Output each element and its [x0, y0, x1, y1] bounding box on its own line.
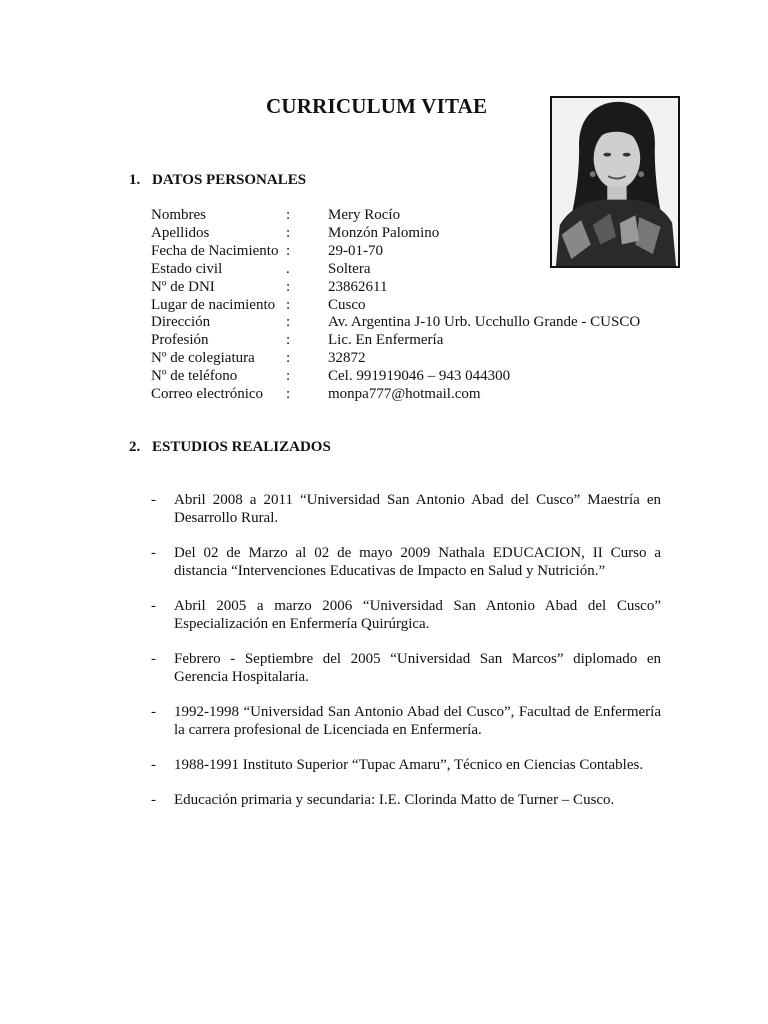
studies-list — [151, 491, 661, 826]
field-label: Nº de colegiatura — [151, 350, 255, 367]
section-heading-personal — [129, 172, 306, 189]
bullet-dash: - — [151, 757, 156, 773]
list-item — [151, 544, 661, 580]
field-value: Av. Argentina J-10 Urb. Ucchullo Grande - CUSCO — [328, 314, 641, 331]
section-title: DATOS PERSONALES — [152, 172, 307, 188]
field-label: Profesión — [151, 332, 209, 349]
personal-data-table — [151, 207, 640, 404]
field-separator: . — [286, 260, 290, 277]
field-value: Cel. 991919046 – 943 044300 — [328, 368, 511, 385]
study-text: Febrero - Septiembre del 2005 “Universidad San Marcos” diplomado en Gerencia Hospitalaria. — [174, 651, 661, 685]
field-label: Nº de DNI — [151, 278, 215, 295]
email-value: monpa777@hotmail.com — [328, 386, 481, 403]
field-label: Nombres — [151, 207, 206, 223]
table-row — [151, 350, 640, 368]
field-value: Soltera — [328, 260, 371, 277]
field-label: Nº de teléfono — [151, 368, 238, 385]
table-row — [151, 314, 640, 332]
list-item — [151, 791, 661, 809]
field-separator: : — [286, 278, 291, 295]
field-separator: : — [286, 332, 291, 349]
list-item — [151, 703, 661, 739]
section-number: 2. — [129, 439, 141, 455]
field-value: Monzón Palomino — [328, 224, 440, 241]
field-label: Correo electrónico — [151, 386, 264, 403]
field-label: Apellidos — [151, 224, 210, 241]
field-separator: : — [286, 314, 291, 331]
study-text: Del 02 de Marzo al 02 de mayo 2009 Nathala EDUCACION, II Curso a distancia “Intervenciones Educativas de Impacto en Salud y Nutrición.” — [174, 545, 661, 579]
section-number: 1. — [129, 172, 141, 188]
study-text: 1988-1991 Instituto Superior “Tupac Amaru”, Técnico en Ciencias Contables. — [174, 757, 644, 773]
field-label: Estado civil — [151, 260, 223, 277]
page-title: CURRICULUM VITAE — [266, 94, 488, 118]
field-value: 23862611 — [328, 278, 388, 295]
field-value: 32872 — [328, 350, 366, 367]
table-row — [151, 368, 640, 386]
list-item — [151, 491, 661, 527]
table-row — [151, 225, 640, 243]
bullet-dash: - — [151, 704, 156, 720]
list-item — [151, 597, 661, 633]
field-separator: : — [286, 207, 291, 223]
field-separator: : — [286, 368, 291, 385]
bullet-dash: - — [151, 598, 156, 614]
field-separator: : — [286, 242, 291, 259]
study-text: 1992-1998 “Universidad San Antonio Abad del Cusco”, Facultad de Enfermería la carrera profesional de Licenciada en Enfermería. — [174, 704, 661, 738]
study-text: Abril 2008 a 2011 “Universidad San Antonio Abad del Cusco” Maestría en Desarrollo Rural. — [174, 492, 661, 526]
table-row — [151, 207, 640, 225]
field-label: Lugar de nacimiento — [151, 296, 276, 313]
bullet-dash: - — [151, 651, 156, 667]
field-separator: : — [286, 386, 291, 403]
bullet-dash: - — [151, 545, 156, 561]
table-row — [151, 386, 640, 404]
study-text: Educación primaria y secundaria: I.E. Clorinda Matto de Turner – Cusco. — [174, 792, 615, 808]
table-row — [151, 279, 640, 297]
field-separator: : — [286, 350, 291, 367]
field-value: Lic. En Enfermería — [328, 332, 444, 349]
field-label: Dirección — [151, 314, 211, 331]
field-value: Mery Rocío — [328, 207, 401, 223]
section-title: ESTUDIOS REALIZADOS — [152, 439, 331, 455]
list-item — [151, 650, 661, 686]
study-text: Abril 2005 a marzo 2006 “Universidad San Antonio Abad del Cusco” Especialización en Enfermería Quirúrgica. — [174, 598, 661, 632]
field-value: Cusco — [328, 296, 366, 313]
field-value: 29-01-70 — [328, 242, 383, 259]
section-heading-studies — [129, 439, 331, 456]
bullet-dash: - — [151, 492, 156, 508]
field-label: Fecha de Nacimiento — [151, 242, 279, 259]
list-item — [151, 756, 661, 774]
bullet-dash: - — [151, 792, 156, 808]
field-separator: : — [286, 224, 291, 241]
table-row — [151, 261, 640, 279]
field-separator: : — [286, 296, 291, 313]
table-row — [151, 332, 640, 350]
table-row — [151, 297, 640, 315]
table-row — [151, 243, 640, 261]
